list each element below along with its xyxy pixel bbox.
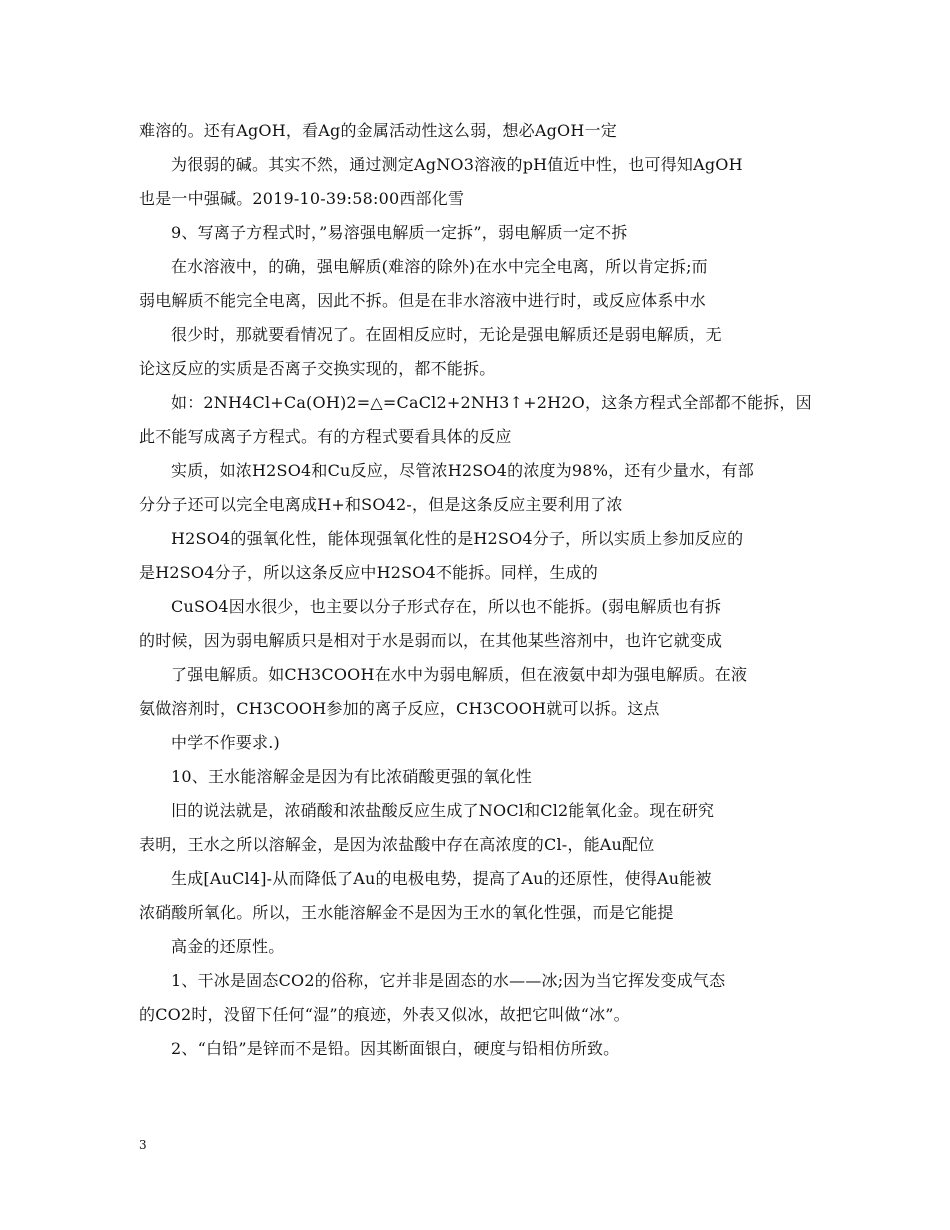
text-line: 分分子还可以完全电离成H+和SO42-，但是这条反应主要利用了浓 — [139, 495, 623, 514]
text-line: 也是一中强碱。2019-10-39:58:00西部化雪 — [139, 189, 465, 208]
text-line: 表明，王水之所以溶解金，是因为浓盐酸中存在高浓度的Cl-，能Au配位 — [139, 835, 655, 854]
text-line: 弱电解质不能完全电离，因此不拆。但是在非水溶液中进行时，或反应体系中水 — [139, 291, 707, 310]
text-line: 生成[AuCl4]-从而降低了Au的电极电势，提高了Au的还原性，使得Au能被 — [171, 869, 712, 888]
text-line: 为很弱的碱。其实不然，通过测定AgNO3溶液的pH值近中性，也可得知AgOH — [171, 155, 743, 174]
text-line: H2SO4的强氧化性，能体现强氧化性的是H2SO4分子，所以实质上参加反应的 — [171, 529, 744, 548]
text-line: 高金的还原性。 — [171, 937, 285, 956]
text-line: 在水溶液中，的确，强电解质(难溶的除外)在水中完全电离，所以肯定拆;而 — [171, 257, 708, 276]
text-line: 实质，如浓H2SO4和Cu反应，尽管浓H2SO4的浓度为98%，还有少量水，有部 — [171, 461, 754, 480]
text-line: 是H2SO4分子，所以这条反应中H2SO4不能拆。同样，生成的 — [139, 563, 598, 582]
text-line: 如：2NH4Cl+Ca(OH)2=△=CaCl2+2NH3↑+2H2O，这条方程式全部都不能拆，因 — [171, 393, 812, 412]
text-line: 此不能写成离子方程式。有的方程式要看具体的反应 — [139, 427, 512, 446]
text-line: 9、写离子方程式时，”易溶强电解质一定拆”，弱电解质一定不拆 — [171, 223, 628, 242]
text-line: 氨做溶剂时，CH3COOH参加的离子反应，CH3COOH就可以拆。这点 — [139, 699, 660, 718]
text-line: 1、干冰是固态CO2的俗称，它并非是固态的水——冰;因为当它挥发变成气态 — [171, 971, 726, 990]
text-line: 论这反应的实质是否离子交换实现的，都不能拆。 — [139, 359, 496, 378]
text-line: 的CO2时，没留下任何“湿”的痕迹，外表又似冰，故把它叫做“冰”。 — [139, 1005, 630, 1024]
text-line: 的时候，因为弱电解质只是相对于水是弱而以，在其他某些溶剂中，也许它就变成 — [139, 631, 723, 650]
text-line: 旧的说法就是，浓硝酸和浓盐酸反应生成了NOCl和Cl2能氧化金。现在研究 — [171, 801, 715, 820]
section-heading: 10、王水能溶解金是因为有比浓硝酸更强的氧化性 — [171, 767, 532, 786]
page-number: 3 — [139, 1138, 147, 1152]
text-line: CuSO4因水很少，也主要以分子形式存在，所以也不能拆。(弱电解质也有拆 — [171, 597, 722, 616]
text-line: 很少时，那就要看情况了。在固相反应时，无论是强电解质还是弱电解质，无 — [171, 325, 722, 344]
text-line: 难溶的。还有AgOH，看Ag的金属活动性这么弱，想必AgOH一定 — [139, 121, 617, 140]
text-line: 了强电解质。如CH3COOH在水中为弱电解质，但在液氨中却为强电解质。在液 — [171, 665, 748, 684]
text-line: 浓硝酸所氧化。所以，王水能溶解金不是因为王水的氧化性强，而是它能提 — [139, 903, 674, 922]
text-line: 2、“白铅”是锌而不是铅。因其断面银白，硬度与铅相仿所致。 — [171, 1039, 620, 1058]
text-line: 中学不作要求.) — [171, 733, 280, 752]
